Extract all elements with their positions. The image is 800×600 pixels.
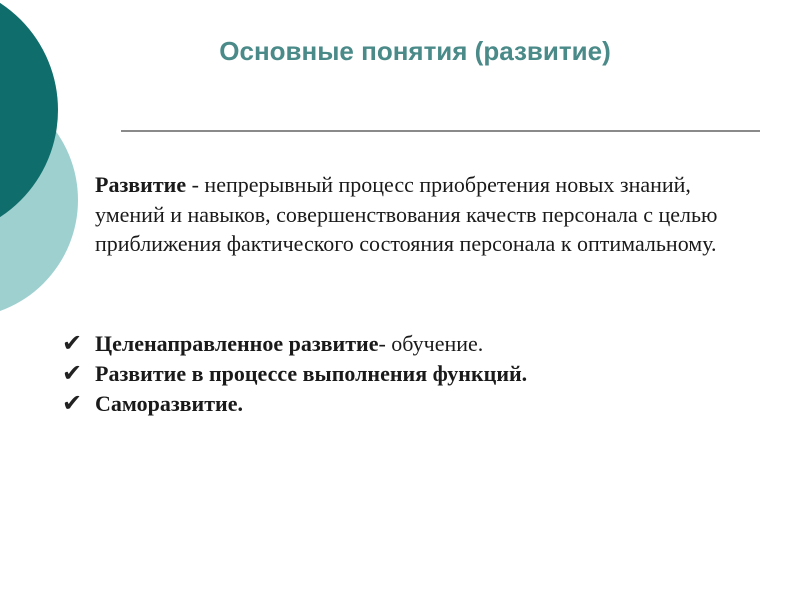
definition-text: - непрерывный процесс приобретения новых знаний, умений и навыков, совершенствования качеств персонала с целью приближения фактического состояния персонала к оптимальному.	[95, 172, 718, 256]
check-icon: ✔	[62, 391, 83, 417]
definition-term: Развитие	[95, 172, 187, 197]
bullet-list	[62, 329, 762, 419]
bullet-item-on-the-job-development	[62, 359, 762, 389]
bullet-bold-text: Развитие в процессе выполнения функций.	[95, 361, 528, 386]
bullet-bold-text: Целенаправленное развитие	[95, 331, 379, 356]
bullet-item-targeted-development	[62, 329, 762, 359]
bullet-item-self-development	[62, 389, 762, 419]
definition-paragraph	[95, 170, 755, 259]
slide-title: Основные понятия (развитие)	[219, 36, 611, 66]
bullet-bold-text: Саморазвитие.	[95, 391, 243, 416]
bullet-rest-text: - обучение.	[378, 331, 484, 356]
decorative-circles	[0, 0, 120, 320]
check-icon: ✔	[62, 361, 83, 387]
title-divider	[121, 130, 760, 132]
check-icon: ✔	[62, 331, 83, 357]
